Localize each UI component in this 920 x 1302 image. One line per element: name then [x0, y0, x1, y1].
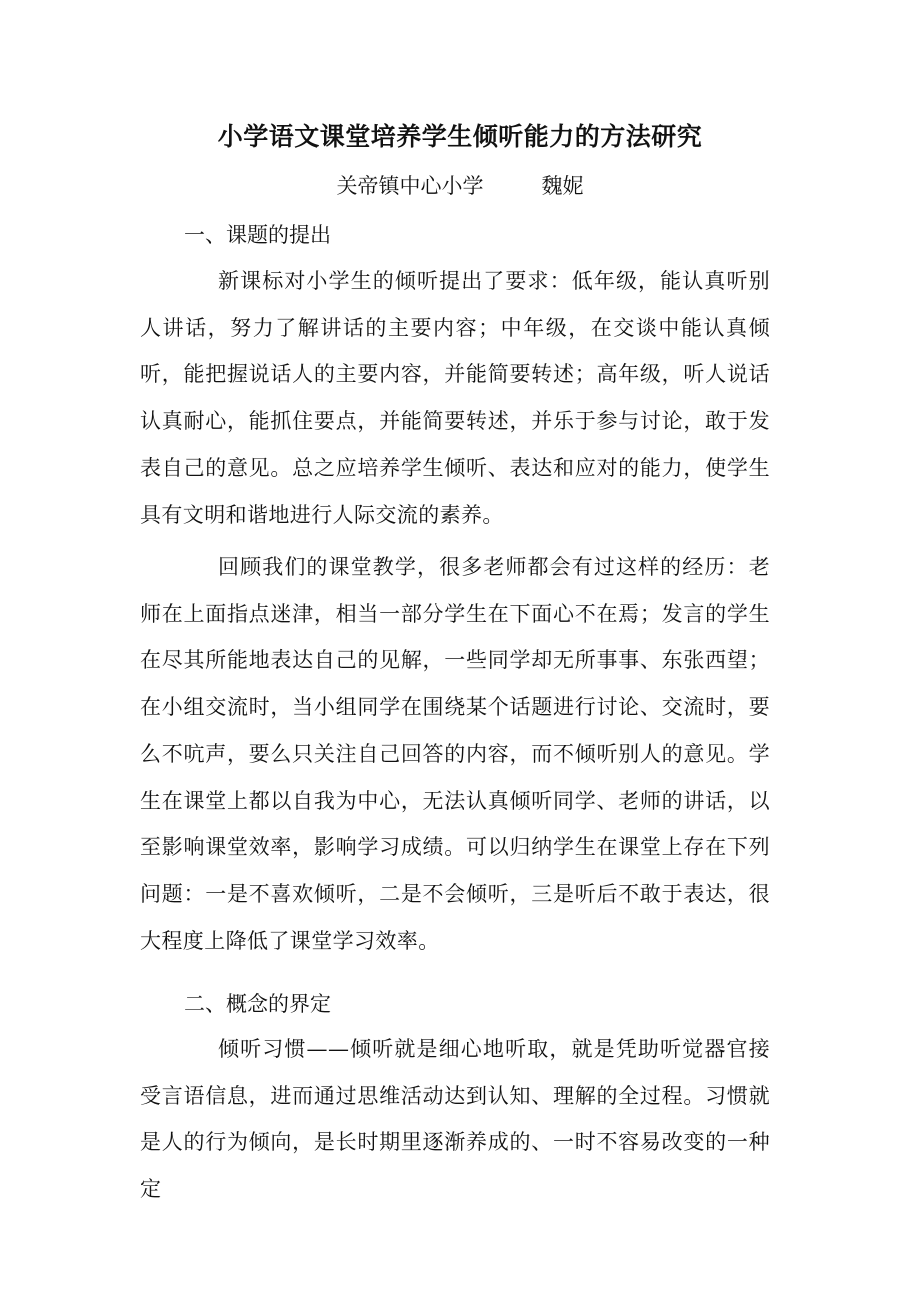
document-title: 小学语文课堂培养学生倾听能力的方法研究	[217, 122, 703, 151]
paragraph-2	[140, 544, 770, 964]
author-name: 魏妮	[541, 174, 584, 198]
paragraph-1	[140, 258, 770, 538]
paragraph-3	[140, 1026, 770, 1213]
paragraph-3-text: 倾听习惯——倾听就是细心地听取，就是凭助听觉器官接受言语信息，进而通过思维活动达到认知、理解的全过程。习惯就是人的行为倾向，是长时期里逐渐养成的、一时不容易改变的一种定	[140, 1037, 770, 1202]
section-heading-1: 一、课题的提出	[184, 223, 331, 247]
paragraph-2-text: 回顾我们的课堂教学，很多老师都会有过这样的经历：老师在上面指点迷津，相当一部分学生在下面心不在焉；发言的学生在尽其所能地表达自己的见解，一些同学却无所事事、东张西望；在小组交流时，当小组同学在围绕某个话题进行讨论、交流时，要么不吭声，要么只关注自己回答的内容，而不倾听别人的意见。学生在课堂上都以自我为中心，无法认真倾听同学、老师的讲话，以至影响课堂效率，影响学习成绩。可以归纳学生在课堂上存在下列问题：一是不喜欢倾听，二是不会倾听，三是听后不敢于表达，很大程度上降低了课堂学习效率。	[140, 555, 770, 953]
author-line	[0, 166, 920, 206]
paragraph-1-text: 新课标对小学生的倾听提出了要求：低年级，能认真听别人讲话，努力了解讲话的主要内容；中年级，在交谈中能认真倾听，能把握说话人的主要内容，并能简要转述；高年级，听人说话认真耐心，能抓住要点，并能简要转述，并乐于参与讨论，敢于发表自己的意见。总之应培养学生倾听、表达和应对的能力，使学生具有文明和谐地进行人际交流的素养。	[140, 269, 770, 527]
school-name: 关帝镇中心小学	[336, 174, 484, 198]
section-heading-2: 二、概念的界定	[184, 992, 331, 1016]
